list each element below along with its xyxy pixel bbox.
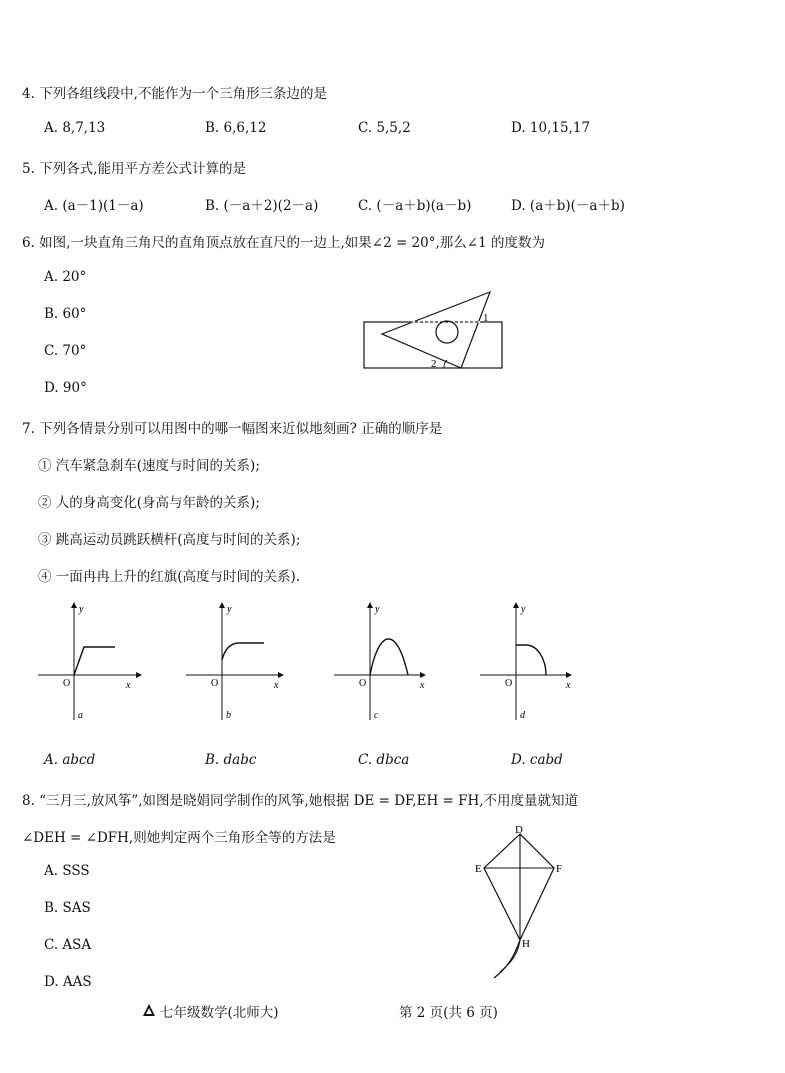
q7-stem: 7. 下列各情景分别可以用图中的哪一幅图来近似地刻画? 正确的顺序是 bbox=[22, 421, 443, 437]
svg-text:y: y bbox=[227, 604, 232, 615]
svg-text:O: O bbox=[211, 678, 219, 689]
angle-2-label: 2 bbox=[431, 358, 437, 370]
q8-option-b: B. SAS bbox=[44, 900, 91, 916]
q7-option-b: B. dabc bbox=[205, 752, 257, 768]
svg-text:x: x bbox=[420, 680, 425, 691]
svg-text:y: y bbox=[79, 604, 84, 615]
q6-option-a: A. 20° bbox=[44, 269, 87, 285]
graph-c-curve bbox=[370, 639, 408, 675]
q5-option-d: D. (a＋b)(－a＋b) bbox=[511, 198, 625, 214]
q6-option-b: B. 60° bbox=[44, 306, 87, 322]
q7-graph-d bbox=[480, 602, 585, 727]
q5-stem: 5. 下列各式,能用平方差公式计算的是 bbox=[22, 161, 246, 177]
q8-option-c: C. ASA bbox=[44, 937, 92, 953]
q7-item-4: ④ 一面冉冉上升的红旗(高度与时间的关系). bbox=[38, 569, 301, 585]
footer-subject: 七年级数学(北师大) bbox=[160, 1005, 279, 1021]
publisher-logo-icon bbox=[142, 1003, 156, 1017]
graph-b-curve bbox=[222, 643, 264, 660]
footer-page-number: 第 2 页(共 6 页) bbox=[399, 1005, 498, 1021]
svg-text:c: c bbox=[374, 710, 379, 721]
svg-text:y: y bbox=[375, 604, 380, 615]
q5-option-a: A. (a－1)(1－a) bbox=[44, 198, 144, 214]
angle-1-label: 1 bbox=[483, 312, 489, 324]
kite-label-f: F bbox=[556, 863, 563, 875]
svg-text:x: x bbox=[126, 680, 131, 691]
q4-stem: 4. 下列各组线段中,不能作为一个三角形三条边的是 bbox=[22, 86, 327, 102]
q6-ruler-triangle-figure bbox=[360, 288, 510, 378]
svg-text:a: a bbox=[78, 710, 83, 721]
set-square-hole bbox=[436, 321, 458, 343]
q5-option-b: B. (－a＋2)(2－a) bbox=[205, 198, 319, 214]
graph-d-curve bbox=[516, 645, 546, 675]
q8-stem-line1: 8. “三月三,放风筝”,如图是晓娟同学制作的风筝,她根据 DE = DF,EH = FH,不用度量就知道 bbox=[22, 793, 579, 809]
svg-text:x: x bbox=[566, 680, 571, 691]
q4-option-b: B. 6,6,12 bbox=[205, 120, 267, 136]
graph-a-curve bbox=[74, 647, 115, 675]
q7-graph-c bbox=[334, 602, 439, 727]
kite-label-h: H bbox=[522, 938, 530, 950]
q6-stem: 6. 如图,一块直角三角尺的直角顶点放在直尺的一边上,如果∠2 = 20°,那么∠1 的度数为 bbox=[22, 235, 545, 251]
kite-tail bbox=[494, 940, 520, 978]
kite-outline bbox=[484, 834, 554, 940]
svg-text:O: O bbox=[63, 678, 71, 689]
q7-graph-a bbox=[38, 602, 143, 727]
q8-kite-figure bbox=[470, 822, 570, 984]
q7-option-d: D. cabd bbox=[511, 752, 563, 768]
svg-text:x: x bbox=[274, 680, 279, 691]
q6-option-d: D. 90° bbox=[44, 380, 87, 396]
q7-graph-b bbox=[186, 602, 291, 727]
q7-option-c: C. dbca bbox=[358, 752, 410, 768]
q4-option-a: A. 8,7,13 bbox=[44, 120, 106, 136]
q4-option-c: C. 5,5,2 bbox=[358, 120, 411, 136]
q7-item-3: ③ 跳高运动员跳跃横杆(高度与时间的关系); bbox=[38, 532, 301, 548]
q8-option-d: D. AAS bbox=[44, 974, 92, 990]
q8-stem-line2: ∠DEH = ∠DFH,则她判定两个三角形全等的方法是 bbox=[22, 830, 336, 846]
svg-text:O: O bbox=[359, 678, 367, 689]
svg-text:b: b bbox=[226, 710, 231, 721]
q4-option-d: D. 10,15,17 bbox=[511, 120, 591, 136]
q7-item-2: ② 人的身高变化(身高与年龄的关系); bbox=[38, 495, 260, 511]
q5-option-c: C. (－a＋b)(a－b) bbox=[358, 198, 472, 214]
kite-label-e: E bbox=[475, 863, 482, 875]
q7-option-a: A. abcd bbox=[44, 752, 96, 768]
q8-option-a: A. SSS bbox=[44, 863, 90, 879]
svg-text:d: d bbox=[520, 710, 525, 721]
q7-item-1: ① 汽车紧急刹车(速度与时间的关系); bbox=[38, 458, 260, 474]
svg-text:O: O bbox=[505, 678, 513, 689]
kite-label-d: D bbox=[515, 824, 523, 836]
q6-option-c: C. 70° bbox=[44, 343, 87, 359]
svg-text:y: y bbox=[521, 604, 526, 615]
